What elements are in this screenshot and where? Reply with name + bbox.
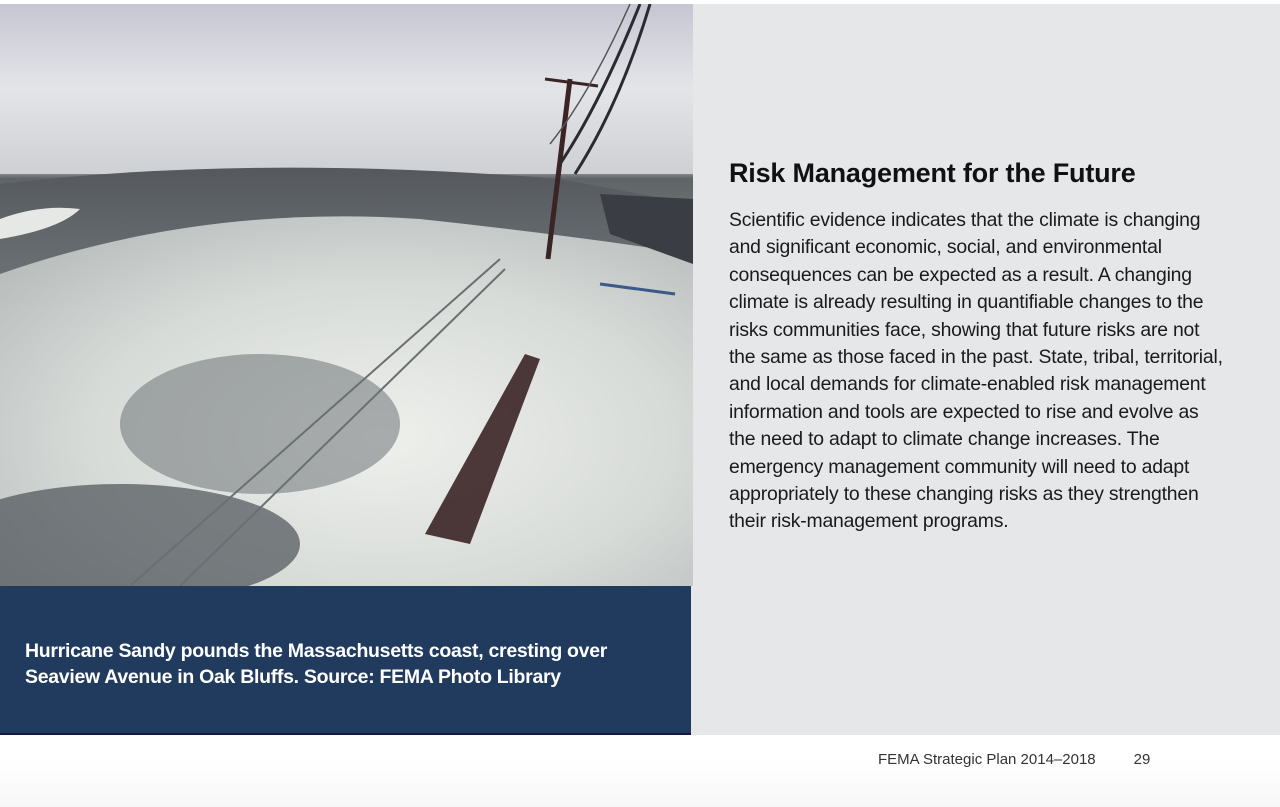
hurricane-photo xyxy=(0,4,693,586)
section-body: Scientific evidence indicates that the climate is changing and significant economic, social, and environmental consequences can be expected as a result. A changing climate is already resulting in quantifiable changes to the risks communities face, showing that future risks are not the same as those faced in the past. State, tribal, territorial, and local demands for climate-enabled risk management information and tools are expected to rise and evolve as the need to adapt to climate change increases. The emergency management community will need to adapt appropriately to these changing risks as they strengthen their risk-management programs. xyxy=(729,209,1223,533)
section-heading: Risk Management for the Future xyxy=(729,158,1136,188)
page-number: 29 xyxy=(1133,751,1151,768)
footer-document-title: FEMA Strategic Plan 2014–2018 xyxy=(878,751,1096,768)
photo-caption: Hurricane Sandy pounds the Massachusetts coast, cresting over Seaview Avenue in Oak Bluffs. Source: FEMA Photo Library xyxy=(25,640,608,688)
photo-caption-box xyxy=(0,586,691,735)
page-footer xyxy=(878,751,1150,768)
photo-illustration xyxy=(0,4,693,586)
article-section xyxy=(729,156,1229,536)
